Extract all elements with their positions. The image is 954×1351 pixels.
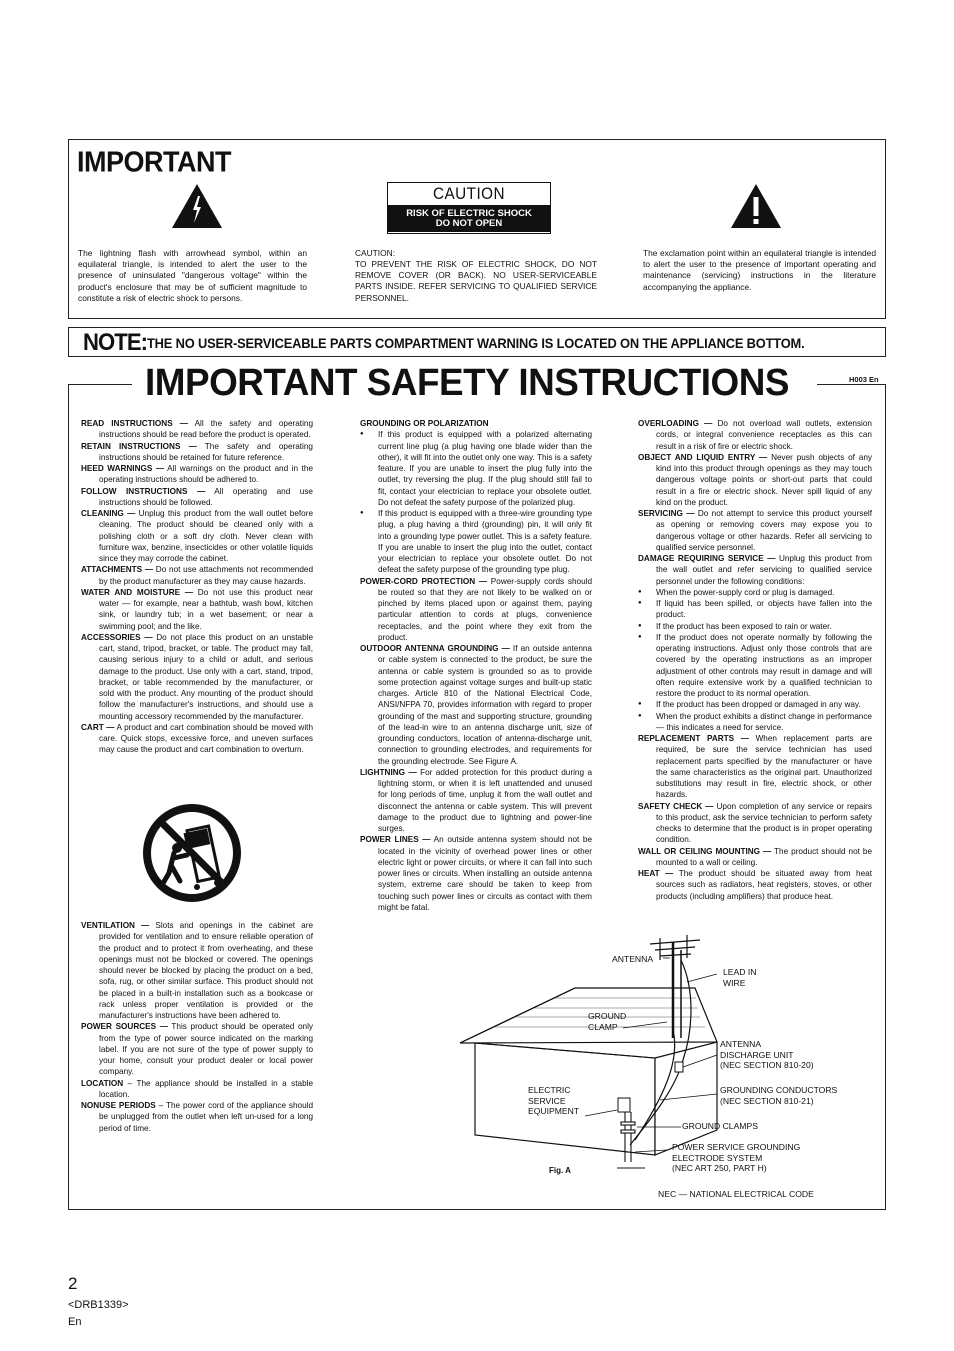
label-adu-3: (NEC SECTION 810-20) [720,1060,814,1070]
label-discharge-unit [720,1039,814,1071]
exclamation-description: The exclamation point within an equilateral triangle is intended to alert the user to the presence of important operating and maintenance (servicing) instructions in the literature accompanying the appliance. [643,248,876,292]
safety-frame-right [885,384,886,1210]
label-lead-in-1: LEAD IN [723,967,757,977]
bullet-three-wire: ● If this product is equipped with a three-wire grounding type plug, a plug having a third (grounding) pin, it will only fit into a grounding type power outlet. This is a safety feature. If you are unable to insert the plug into the outlet, contact your electrician to replace your obsolete outlet. Do not defeat the safety purpose of the grounding type plug. [360,508,592,576]
exclamation-warning-icon [730,183,782,229]
caution-sub1: RISK OF ELECTRIC SHOCK [406,208,532,219]
language-code: En [68,1316,82,1328]
para-follow: FOLLOW INSTRUCTIONS — All operating and use instructions should be followed. [81,486,313,507]
para-replacement: REPLACEMENT PARTS — When replacement parts are required, be sure the service technician has used replacement parts specified by the manufacturer or have the same characteristics as the original part. Unauthorized substitutions may result in fire, electric shock, or other hazards. [638,734,872,800]
para-power-cord: POWER-CORD PROTECTION — Power-supply cords should be routed so that they are not likely to be walked on or pinched by items placed upon or against them, paying particular attention to cords at plugs, convenience receptacles, and the point where they exit from the product. [360,576,592,642]
para-outdoor-antenna: OUTDOOR ANTENNA GROUNDING — If an outside antenna or cable system is connected to the product, be sure the antenna or cable system is grounded so as to provide some protection against voltage surges and built-up static charges. Article 810 of the National Electrical Code, ANSI/NFPA 70, provides information with regard to proper grounding of the mast and supporting structure, grounding of the lead-in wire to an antenna discharge unit, size of grounding conductors, location of antenna-discharge unit, connection to grounding electrodes, and requirements for the grounding electrode. See Figure A. [360,644,592,766]
para-water: WATER AND MOISTURE — Do not use this product near water — for example, near a bathtub, wash bowl, kitchen sink, or laundry tub; in a wet basement; or near a swimming pool; and the like. [81,587,313,631]
document-code: <DRB1339> [68,1299,129,1311]
safety-title: IMPORTANT SAFETY INSTRUCTIONS [145,362,789,404]
label-ground-clamp-1: GROUND [588,1011,627,1021]
para-accessories: ACCESSORIES — Do not place this product on an unstable cart, stand, tripod, bracket, or table. The product may fall, causing serious injury to a child or adult, and serious damage to the product. Use only with a cart, stand, tripod, bracket, or table recommended by the manufacturer, or sold with the product. Any mounting of the product should follow the manufacturer's instructions, and should use a mounting accessory recommended by the manufacturer. [81,632,314,721]
label-elec-3: EQUIPMENT [528,1106,580,1116]
page-number: 2 [68,1274,78,1293]
para-safety-check: SAFETY CHECK — Upon completion of any service or repairs to this product, ask the service technician to perform safety checks to determine that the product is in proper operating condition. [638,801,872,845]
para-object-entry: OBJECT AND LIQUID ENTRY — Never push objects of any kind into this product through openings as they may touch dangerous voltage points or short-out parts that could result in a fire or electric shock. Never spill liquid of any kind on the product. [638,452,872,507]
nec-note: NEC — NATIONAL ELECTRICAL CODE [658,1189,814,1199]
figure-caption: Fig. A [549,1166,571,1175]
para-attachments: ATTACHMENTS — Do not use attachments not recommended by the product manufacturer as they may cause hazards. [81,565,313,586]
para-damage: DAMAGE REQUIRING SERVICE — Unplug this product from the wall outlet and refer servicing to qualified service personnel under the following conditions: [638,554,872,586]
column-2 [360,418,592,913]
label-lead-in-2: WIRE [723,977,746,988]
important-title: IMPORTANT [77,146,231,178]
para-read: READ INSTRUCTIONS — All the safety and operating instructions should be read before the product is operated. [81,419,313,440]
para-heed: HEED WARNINGS — All warnings on the product and in the operating instructions should be adhered to. [81,464,313,485]
safety-frame-topleft [68,384,132,385]
bullet-damage-1: ● When the power-supply cord or plug is damaged. [638,587,872,598]
safety-frame-bottom [68,1209,886,1210]
label-pwr-2: ELECTRODE SYSTEM [672,1152,763,1163]
caution-heading: CAUTION: [355,248,396,258]
label-electric-service [528,1085,579,1117]
para-power-lines: POWER LINES — An outside antenna system should not be located in the vicinity of overhead power lines or other electric light or power circuits, or where it can fall into such power lines or circuits. When installing an outside antenna system, extreme care should be taken to keep from touching such power lines or circuits as contact with them might be fatal. [360,835,593,912]
lightning-warning-icon [171,183,223,229]
bullet-damage-5: ● If the product has been dropped or damaged in any way. [638,699,872,710]
safety-code: H003 En [849,375,879,384]
label-grounding-conductors [720,1085,837,1106]
safety-frame-left [68,384,69,1210]
bullet-polarized: ● If this product is equipped with a polarized alternating current line plug (a plug having one blade wider than the other), it will fit into the outlet only one way. This is a safety feature. If you are unable to insert the plug fully into the outlet, try reversing the plug. If the plug should still fail to fit, contact your electrician to replace your obsolete outlet. Do not defeat the safety purpose of the polarized plug. [360,429,592,508]
label-ground-clamp-2: CLAMP [588,1021,618,1032]
para-heat: HEAT — The product should be situated away from heat sources such as radiators, heat registers, stoves, or other products (including amplifiers) that produce heat. [638,869,872,901]
label-antenna: ANTENNA [612,954,654,964]
label-gcond-1: GROUNDING CONDUCTORS [720,1085,838,1095]
caution-label-warning [388,205,550,232]
para-servicing: SERVICING — Do not attempt to service this product yourself as opening or removing covers may expose you to dangerous voltage or other hazards. Refer all servicing to qualified service personnel. [638,509,872,552]
safety-frame-topright [817,384,886,385]
para-retain: RETAIN INSTRUCTIONS — The safety and operating instructions should be retained for future reference. [81,441,313,462]
bullet-damage-4: ● If the product does not operate normally by following the operating instructions. Adjust only those controls that are covered by the operating instructions as an improper adjustment of other controls may result in damage and will often require extensive work by a qualified technician to restore the product to its normal operation. [638,632,872,700]
bullet-damage-6: ● When the product exhibits a distinct change in performance — this indicates a need for service. [638,711,872,734]
para-cleaning: CLEANING — Unplug this product from the wall outlet before cleaning. The product should be cleaned only with a polishing cloth or a soft dry cloth. Never clean with furniture wax, benzine, insecticides or other volatile liquids since they may corrode the cabinet. [81,509,313,563]
lightning-description: The lightning flash with arrowhead symbol, within an equilateral triangle, is intended to alert the user to the presence of uninsulated "dangerous voltage" within the product's enclosure that may be of sufficient magnitude to constitute a risk of electric shock to persons. [78,248,307,303]
label-ground-clamp [588,1011,626,1032]
label-pwr-1: POWER SERVICE GROUNDING [672,1142,801,1152]
label-elec-2: SERVICE [528,1095,566,1106]
para-ventilation: VENTILATION — Slots and openings in the cabinet are provided for ventilation and to ensure reliable operation of the product and to protect it from overheating, and these openings must not be blocked or covered. The openings should never be blocked by placing the product on a bed, sofa, rug, or other similar surface. This product should not be placed in a built-in installation such as a bookcase or rack unless proper ventilation is provided or the manufacturer's instructions have been adhered to. [81,921,314,1020]
cart-tipover-icon [142,803,242,903]
caution-label [387,182,551,234]
para-lightning: LIGHTNING — For added protection for this product during a lightning storm, or when it is left unattended and unused for long periods of time, unplug it from the wall outlet and disconnect the antenna or cable system. This will prevent damage to the product due to lightning and power-line surges. [360,767,592,833]
note-box [68,327,886,357]
para-power-sources: POWER SOURCES — This product should be operated only from the type of power source indicated on the marking label. If you are not sure of the type of power supply to your home, consult your product dealer or local power company. [81,1022,313,1077]
label-adu-1: ANTENNA [720,1039,762,1049]
caution-description: TO PREVENT THE RISK OF ELECTRIC SHOCK, DO NOT REMOVE COVER (OR BACK). NO USER-SERVICEABLE PARTS INSIDE. REFER SERVICING TO QUALIFIED SERVICE PERSONNEL. [355,259,597,303]
para-cart: CART — A product and cart combination should be moved with care. Quick stops, excessive force, and uneven surfaces may cause the product and cart combination to overturn. [81,722,313,755]
label-power-service [672,1142,800,1174]
para-nonuse: NONUSE PERIODS – The power cord of the appliance should be unplugged from the outlet when left un-used for a long period of time. [81,1101,314,1133]
label-ground-clamps: GROUND CLAMPS [682,1121,758,1131]
label-elec-1: ELECTRIC [528,1085,571,1095]
caution-label-title: CAUTION [433,184,505,203]
note-word: NOTE: [83,329,148,356]
column-1 [81,418,313,756]
para-overloading: OVERLOADING — Do not overload wall outlets, extension cords, or integral convenience receptacles as this can result in a risk of fire or electric shock. [638,419,872,451]
note-text: THE NO USER-SERVICEABLE PARTS COMPARTMENT WARNING IS LOCATED ON THE APPLIANCE BOTTOM. [147,335,805,351]
column-3 [638,418,872,902]
para-location: LOCATION – The appliance should be installed in a stable location. [81,1078,313,1099]
head-grounding: GROUNDING OR POLARIZATION [360,419,489,428]
column-1-lower [81,920,313,1134]
bullet-damage-2: ● If liquid has been spilled, or objects have fallen into the product. [638,598,872,621]
bullet-damage-3: ● If the product has been exposed to rain or water. [638,621,872,632]
label-pwr-3: (NEC ART 250, PART H) [672,1163,767,1173]
label-adu-2: DISCHARGE UNIT [720,1049,794,1060]
caution-sub2: DO NOT OPEN [435,218,503,229]
label-gcond-2: (NEC SECTION 810-21) [720,1095,814,1106]
label-lead-in [723,967,756,988]
para-wall-mounting: WALL OR CEILING MOUNTING — The product should not be mounted to a wall or ceiling. [638,846,873,867]
